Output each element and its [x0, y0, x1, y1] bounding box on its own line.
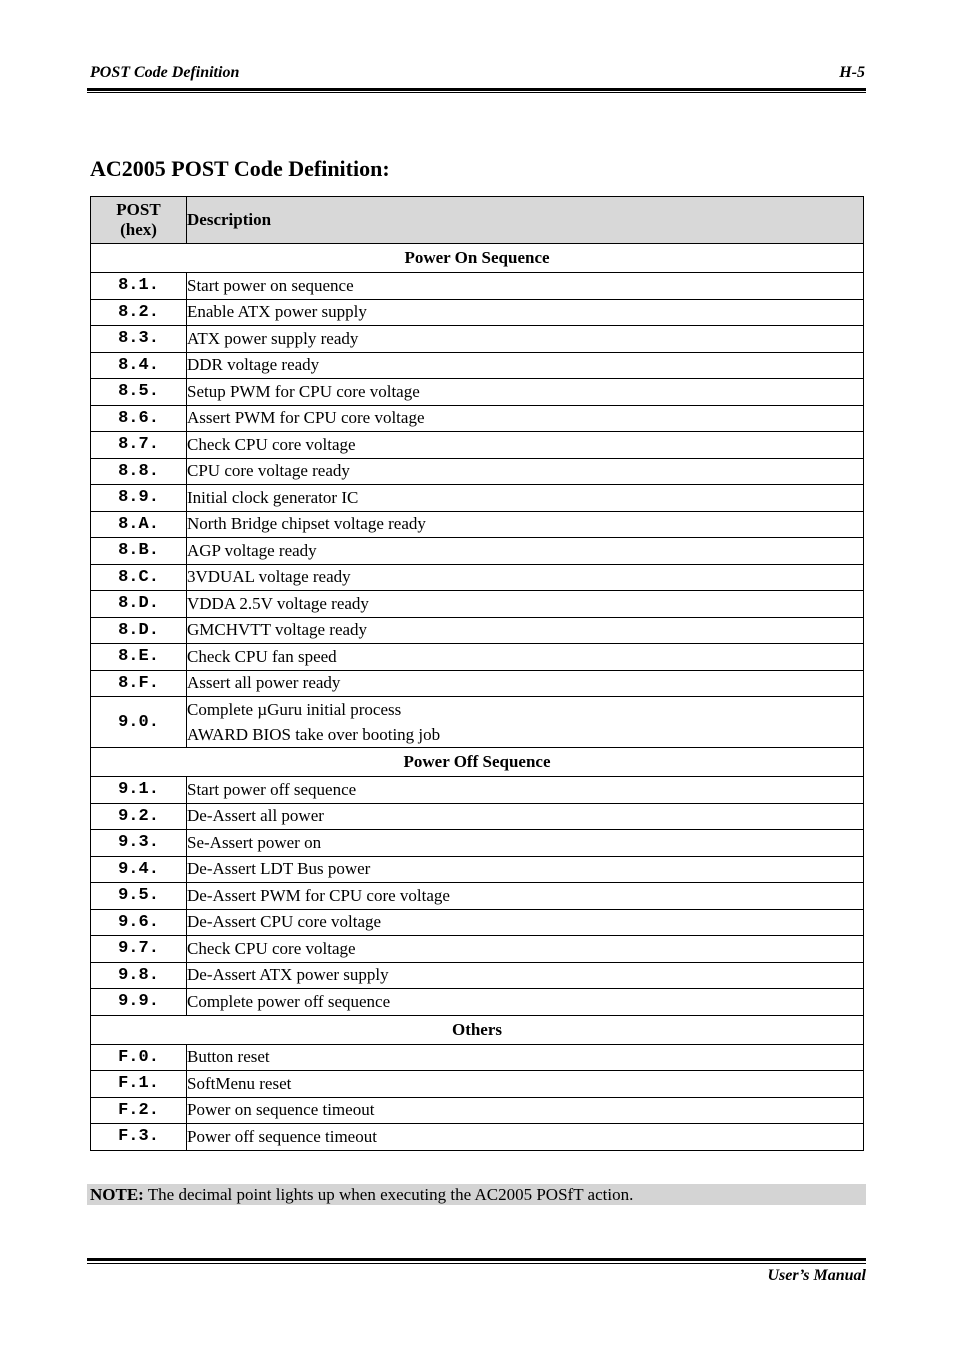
table-row [91, 273, 864, 300]
table-body [91, 244, 864, 1151]
post-header-line1: POST [116, 200, 161, 219]
post-code: 9.3. [91, 830, 187, 857]
code-description: Check CPU fan speed [187, 644, 864, 671]
table-row [91, 962, 864, 989]
description-line: Complete µGuru initial process [187, 700, 402, 719]
post-code: 8.B. [91, 538, 187, 565]
table-row [91, 511, 864, 538]
post-code: 8.A. [91, 511, 187, 538]
table-row [91, 830, 864, 857]
footer-text: User’s Manual [767, 1267, 866, 1284]
post-code: 8.C. [91, 564, 187, 591]
post-code: 8.D. [91, 617, 187, 644]
table-row [91, 883, 864, 910]
code-description: De-Assert PWM for CPU core voltage [187, 883, 864, 910]
code-description: Setup PWM for CPU core voltage [187, 379, 864, 406]
table-row [91, 644, 864, 671]
post-code: 8.3. [91, 326, 187, 353]
header-rule [87, 88, 866, 91]
code-description: VDDA 2.5V voltage ready [187, 591, 864, 618]
post-code: 8.6. [91, 405, 187, 432]
code-description: 3VDUAL voltage ready [187, 564, 864, 591]
note-label: NOTE: [90, 1185, 144, 1204]
table-row [91, 299, 864, 326]
post-code: 9.6. [91, 909, 187, 936]
table-row [91, 803, 864, 830]
code-description: SoftMenu reset [187, 1071, 864, 1098]
table-row [91, 458, 864, 485]
header-rule-thin [87, 92, 866, 93]
section-row [91, 748, 864, 777]
post-code: 8.F. [91, 670, 187, 697]
table-row [91, 379, 864, 406]
post-code: 9.5. [91, 883, 187, 910]
code-description: Initial clock generator IC [187, 485, 864, 512]
table-row [91, 697, 864, 748]
code-description: CPU core voltage ready [187, 458, 864, 485]
code-description: Start power on sequence [187, 273, 864, 300]
code-description: De-Assert CPU core voltage [187, 909, 864, 936]
header-title: POST Code Definition [90, 64, 240, 81]
table-row [91, 1044, 864, 1071]
code-description [187, 697, 864, 748]
code-description: Power on sequence timeout [187, 1097, 864, 1124]
post-code: 9.9. [91, 989, 187, 1016]
table-row [91, 856, 864, 883]
table-row [91, 538, 864, 565]
code-description: Se-Assert power on [187, 830, 864, 857]
section-heading: Others [91, 1015, 864, 1044]
table-row [91, 352, 864, 379]
table-row [91, 1071, 864, 1098]
page-number: H-5 [839, 64, 865, 81]
note-text: The decimal point lights up when executing the AC2005 POSfT action. [143, 1185, 634, 1204]
footer-rule [87, 1258, 866, 1261]
post-code: F.1. [91, 1071, 187, 1098]
code-description: Button reset [187, 1044, 864, 1071]
code-description: De-Assert all power [187, 803, 864, 830]
section-heading: Power On Sequence [91, 244, 864, 273]
post-code: 8.2. [91, 299, 187, 326]
table-row [91, 405, 864, 432]
code-description: Check CPU core voltage [187, 432, 864, 459]
section-heading: Power Off Sequence [91, 748, 864, 777]
code-description: Assert PWM for CPU core voltage [187, 405, 864, 432]
post-code: 9.1. [91, 777, 187, 804]
code-description: Power off sequence timeout [187, 1124, 864, 1151]
post-code: 8.E. [91, 644, 187, 671]
table-row [91, 485, 864, 512]
table-row [91, 777, 864, 804]
section-title: AC2005 POST Code Definition: [90, 156, 390, 181]
table-row [91, 591, 864, 618]
code-description: GMCHVTT voltage ready [187, 617, 864, 644]
code-description: AGP voltage ready [187, 538, 864, 565]
post-code: 9.8. [91, 962, 187, 989]
table-row [91, 1124, 864, 1151]
table-row [91, 432, 864, 459]
code-description: Start power off sequence [187, 777, 864, 804]
table-row [91, 326, 864, 353]
post-code: F.0. [91, 1044, 187, 1071]
code-description: DDR voltage ready [187, 352, 864, 379]
post-code: F.2. [91, 1097, 187, 1124]
table-row [91, 909, 864, 936]
post-code: 8.5. [91, 379, 187, 406]
section-row [91, 244, 864, 273]
post-code: 8.7. [91, 432, 187, 459]
page-header [90, 64, 865, 86]
post-header-line2: (hex) [120, 220, 157, 239]
table-row [91, 989, 864, 1016]
section-row [91, 1015, 864, 1044]
post-code: F.3. [91, 1124, 187, 1151]
table-row [91, 1097, 864, 1124]
post-hex-header [91, 197, 187, 244]
description-header: Description [187, 197, 864, 244]
code-description: De-Assert ATX power supply [187, 962, 864, 989]
code-description: North Bridge chipset voltage ready [187, 511, 864, 538]
post-code: 9.2. [91, 803, 187, 830]
post-code: 9.7. [91, 936, 187, 963]
table-row [91, 936, 864, 963]
table-header-row [91, 197, 864, 244]
code-description: Complete power off sequence [187, 989, 864, 1016]
description-line: AWARD BIOS take over booting job [187, 725, 441, 744]
table-row [91, 564, 864, 591]
table-row [91, 617, 864, 644]
table-row [91, 670, 864, 697]
post-code: 8.1. [91, 273, 187, 300]
note [87, 1184, 866, 1205]
footer-rule-thin [87, 1263, 866, 1264]
post-code: 9.4. [91, 856, 187, 883]
code-description: Assert all power ready [187, 670, 864, 697]
post-code: 8.4. [91, 352, 187, 379]
code-description: De-Assert LDT Bus power [187, 856, 864, 883]
code-description: Check CPU core voltage [187, 936, 864, 963]
post-code-table [90, 196, 864, 1151]
code-description: ATX power supply ready [187, 326, 864, 353]
post-code: 9.0. [91, 697, 187, 748]
code-description: Enable ATX power supply [187, 299, 864, 326]
post-code: 8.D. [91, 591, 187, 618]
post-code: 8.9. [91, 485, 187, 512]
post-code: 8.8. [91, 458, 187, 485]
